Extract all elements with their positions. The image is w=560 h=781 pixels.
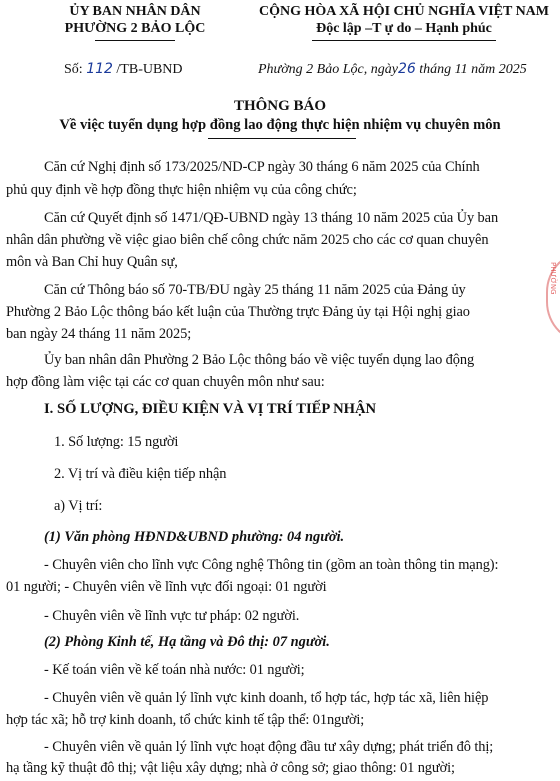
list-line: - Chuyên viên về quản lý lĩnh vực kinh doanh, tổ hợp tác, hợp tác xã, liên hiệp bbox=[44, 690, 489, 706]
paragraph-line: môn và Ban Chỉ huy Quân sự, bbox=[6, 254, 178, 270]
paragraph-line: Phường 2 Bảo Lộc thông báo kết luận của Thường trực Đảng ủy tại Hội nghị giao bbox=[6, 304, 470, 320]
nation-line1: CỘNG HÒA XÃ HỘI CHỦ NGHĨA VIỆT NAM bbox=[258, 4, 549, 19]
list-line: hợp tác xã; hỗ trợ kinh doanh, tổ chức kinh tế tập thể: 01người; bbox=[6, 712, 365, 728]
doc-no-prefix: Số: bbox=[64, 62, 83, 77]
title-underline bbox=[208, 138, 356, 139]
document-number bbox=[64, 61, 183, 78]
paragraph-line: Căn cứ Quyết định số 1471/QĐ-UBND ngày 13 tháng 10 năm 2025 của Ủy ban bbox=[44, 210, 499, 226]
section-item: a) Vị trí: bbox=[54, 498, 103, 514]
document-subtitle: Về việc tuyển dụng hợp đồng lao động thực hiện nhiệm vụ chuyên môn bbox=[59, 117, 501, 133]
list-line: - Chuyên viên về quản lý lĩnh vực hoạt động đầu tư xây dựng; phát triển đô thị; bbox=[44, 739, 494, 755]
org-name-line2: PHƯỜNG 2 BẢO LỘC bbox=[64, 21, 206, 36]
paragraph-line: Căn cứ Thông báo số 70-TB/ĐU ngày 25 tháng 11 năm 2025 của Đảng ủy bbox=[44, 282, 466, 298]
date-suffix: tháng 11 năm 2025 bbox=[419, 62, 527, 77]
org-underline bbox=[95, 40, 175, 41]
date-prefix: Phường 2 Bảo Lộc, ngày bbox=[258, 62, 398, 77]
list-line: 01 người; - Chuyên viên về lĩnh vực đối ngoại: 01 người bbox=[6, 579, 327, 595]
org-name-line1: ỦY BAN NHÂN DÂN bbox=[69, 4, 201, 19]
document-date bbox=[258, 61, 527, 78]
section-heading: I. SỐ LƯỢNG, ĐIỀU KIỆN VÀ VỊ TRÍ TIẾP NHẬN bbox=[44, 401, 377, 417]
stamp-text: PHƯỜNG bbox=[549, 262, 557, 295]
list-line: - Chuyên viên cho lĩnh vực Công nghệ Thông tin (gồm an toàn thông tin mạng): bbox=[44, 557, 499, 573]
document-title: THÔNG BÁO bbox=[233, 98, 327, 114]
section-item: 2. Vị trí và điều kiện tiếp nhận bbox=[54, 466, 227, 482]
paragraph-line: nhân dân phường về việc giao biên chế công chức năm 2025 cho các cơ quan chuyên bbox=[6, 232, 489, 248]
section-item: 1. Số lượng: 15 người bbox=[54, 434, 179, 450]
list-line: - Kế toán viên về kế toán nhà nước: 01 người; bbox=[44, 662, 305, 678]
nation-line2: Độc lập –T ự do – Hạnh phúc bbox=[316, 21, 492, 36]
doc-no-handwritten: 112 bbox=[86, 61, 113, 77]
doc-no-suffix: /TB-UBND bbox=[116, 62, 183, 77]
motto-underline bbox=[312, 40, 496, 41]
date-handwritten: 26 bbox=[397, 61, 416, 77]
list-line: - Chuyên viên về lĩnh vực tư pháp: 02 người. bbox=[44, 608, 300, 624]
paragraph-line: hợp đồng làm việc tại các cơ quan chuyên môn như sau: bbox=[6, 374, 325, 390]
paragraph-line: ban ngày 24 tháng 11 năm 2025; bbox=[6, 326, 192, 342]
unit-heading: (2) Phòng Kinh tế, Hạ tầng và Đô thị: 07 người. bbox=[44, 634, 330, 650]
paragraph-line: Ủy ban nhân dân Phường 2 Bảo Lộc thông báo về việc tuyển dụng lao động bbox=[44, 352, 475, 368]
paragraph-line: phủ quy định về hợp đồng thực hiện nhiệm vụ của công chức; bbox=[6, 182, 357, 198]
paragraph-line: Căn cứ Nghị định số 173/2025/ND-CP ngày 30 tháng 6 năm 2025 của Chính bbox=[44, 159, 480, 175]
unit-heading: (1) Văn phòng HĐND&UBND phường: 04 người. bbox=[44, 529, 345, 545]
list-line: hạ tầng kỹ thuật đô thị; vật liệu xây dựng; nhà ở công sở; giao thông: 01 người; bbox=[6, 760, 455, 776]
